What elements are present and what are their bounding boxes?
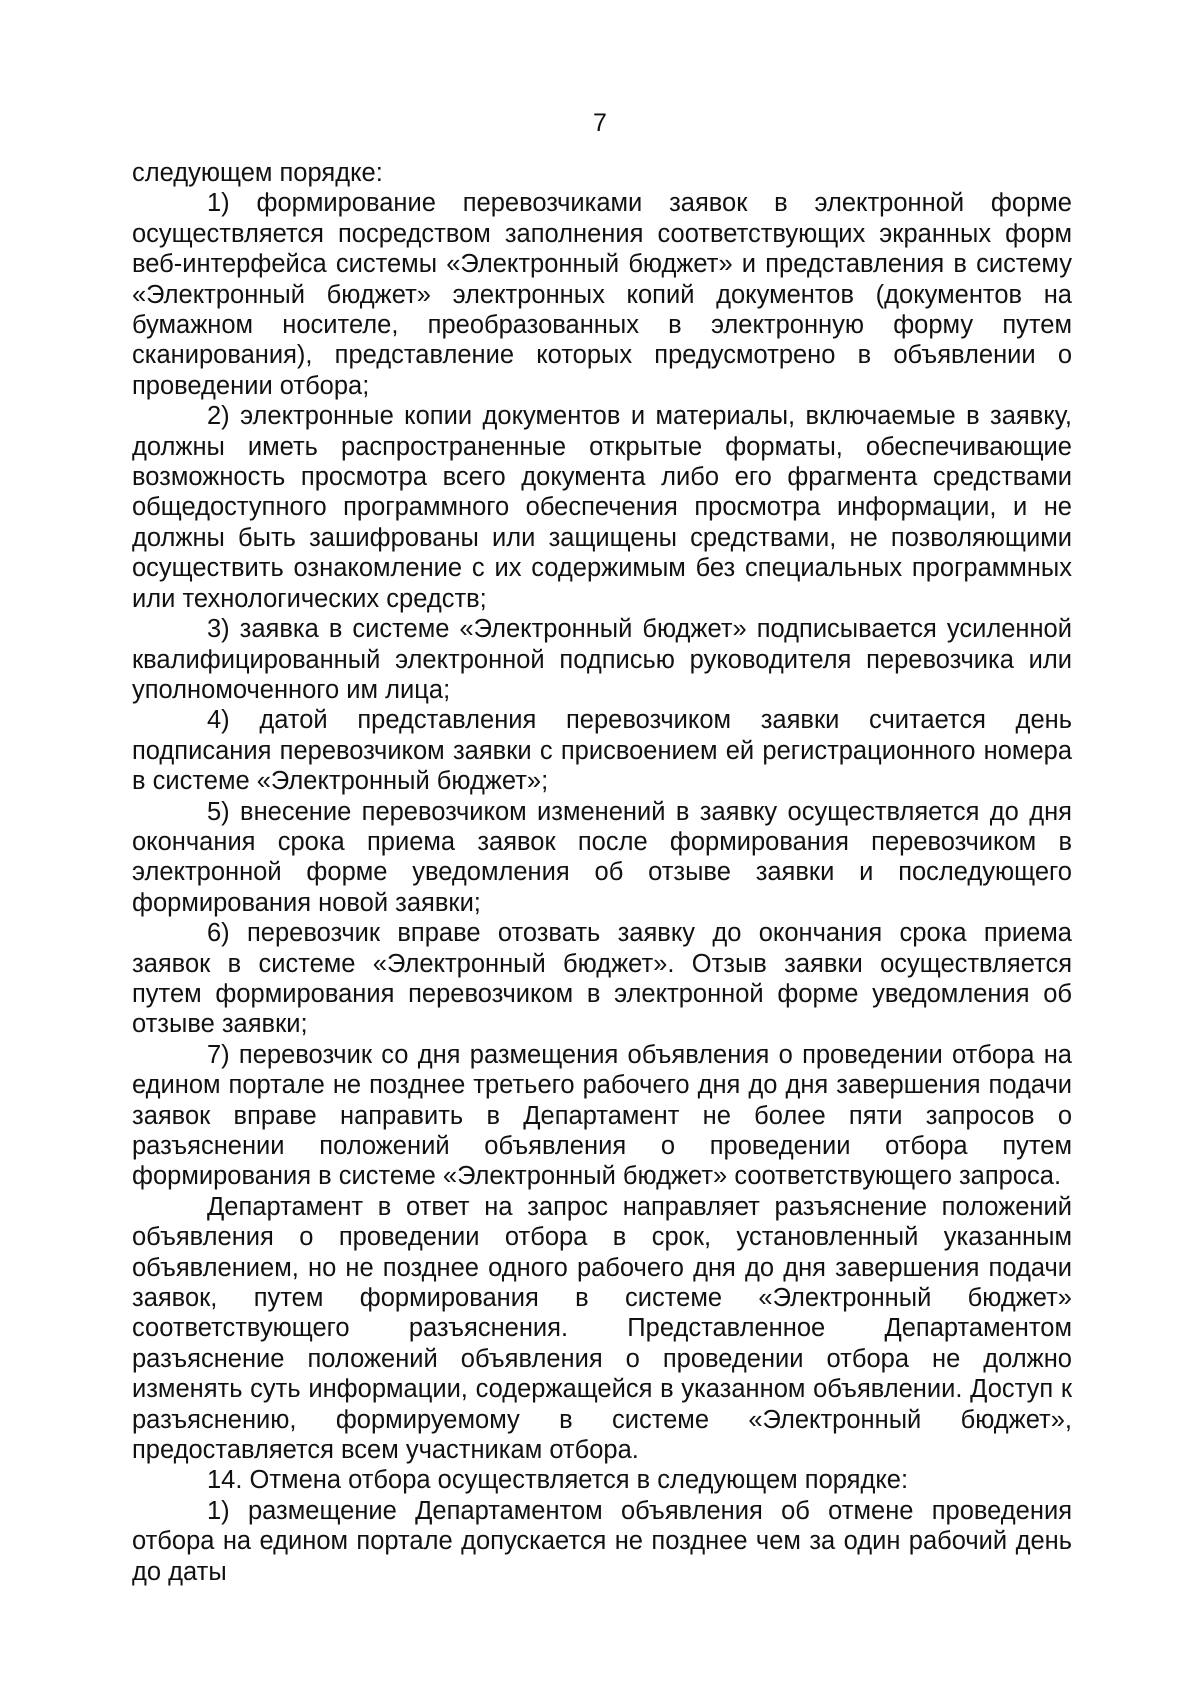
paragraph-item-2: 2) электронные копии документов и материалы, включаемые в заявку, должны иметь распространенные открытые форматы, обеспечивающие возможность просмотра всего документа либо его фрагмента средствами общедоступного программного обеспечения просмотра информации, и не должны быть зашифрованы или защищены средствами, не позволяющими осуществить ознакомление с их содержимым без специальных программных или технологических средств;: [132, 402, 1072, 613]
paragraph-item-3: 3) заявка в системе «Электронный бюджет» подписывается усиленной квалифицированный электронной подписью руководителя перевозчика или уполномоченного им лица;: [132, 615, 1072, 704]
paragraph-item-7: 7) перевозчик со дня размещения объявления о проведении отбора на едином портале не позднее третьего рабочего дня до дня завершения подачи заявок вправе направить в Департамент не более пяти запросов о разъяснении положений объявления о проведении отбора путем формирования в системе «Электронный бюджет» соответствующего запроса.: [132, 1040, 1072, 1191]
paragraph-item-1: 1) формирование перевозчиками заявок в электронной форме осуществляется посредством заполнения соответствующих экранных форм веб-интерфейса системы «Электронный бюджет» и представления в систему «Электронный бюджет» электронных копий документов (документов на бумажном носителе, преобразованных в электронную форму путем сканирования), представление которых предусмотрено в объявлении о проведении отбора;: [132, 189, 1072, 400]
paragraph-section-14: 14. Отмена отбора осуществляется в следующем порядке:: [207, 1466, 909, 1495]
document-body: [132, 158, 1072, 1587]
paragraph-item-5: 5) внесение перевозчиком изменений в заявку осуществляется до дня окончания срока приема заявок после формирования перевозчиком в электронной форме уведомления об отзыве заявки и последующего формирования новой заявки;: [132, 797, 1072, 917]
paragraph-section-14-item-1: 1) размещение Департаментом объявления об отмене проведения отбора на едином портале допускается не позднее чем за один рабочий день до даты: [132, 1496, 1072, 1586]
paragraph-item-4: 4) датой представления перевозчиком заявки считается день подписания перевозчиком заявки с присвоением ей регистрационного номера в системе «Электронный бюджет»;: [132, 706, 1072, 796]
paragraph-department-response: Департамент в ответ на запрос направляет разъяснение положений объявления о проведении отбора в срок, установленный указанным объявлением, но не позднее одного рабочего дня до дня завершения подачи заявок, путем формирования в системе «Электронный бюджет» соответствующего разъяснения. Представленное Департаментом разъяснение положений объявления о проведении отбора не должно изменять суть информации, содержащейся в указанном объявлении. Доступ к разъяснению, формируемому в системе «Электронный бюджет», предоставляется всем участникам отбора.: [132, 1192, 1072, 1465]
paragraph-item-6: 6) перевозчик вправе отозвать заявку до окончания срока приема заявок в системе «Электронный бюджет». Отзыв заявки осуществляется путем формирования перевозчиком в электронной форме уведомления об отзыве заявки;: [132, 919, 1072, 1039]
paragraph-intro: следующем порядке:: [132, 159, 383, 187]
page-number: 7: [593, 109, 607, 137]
